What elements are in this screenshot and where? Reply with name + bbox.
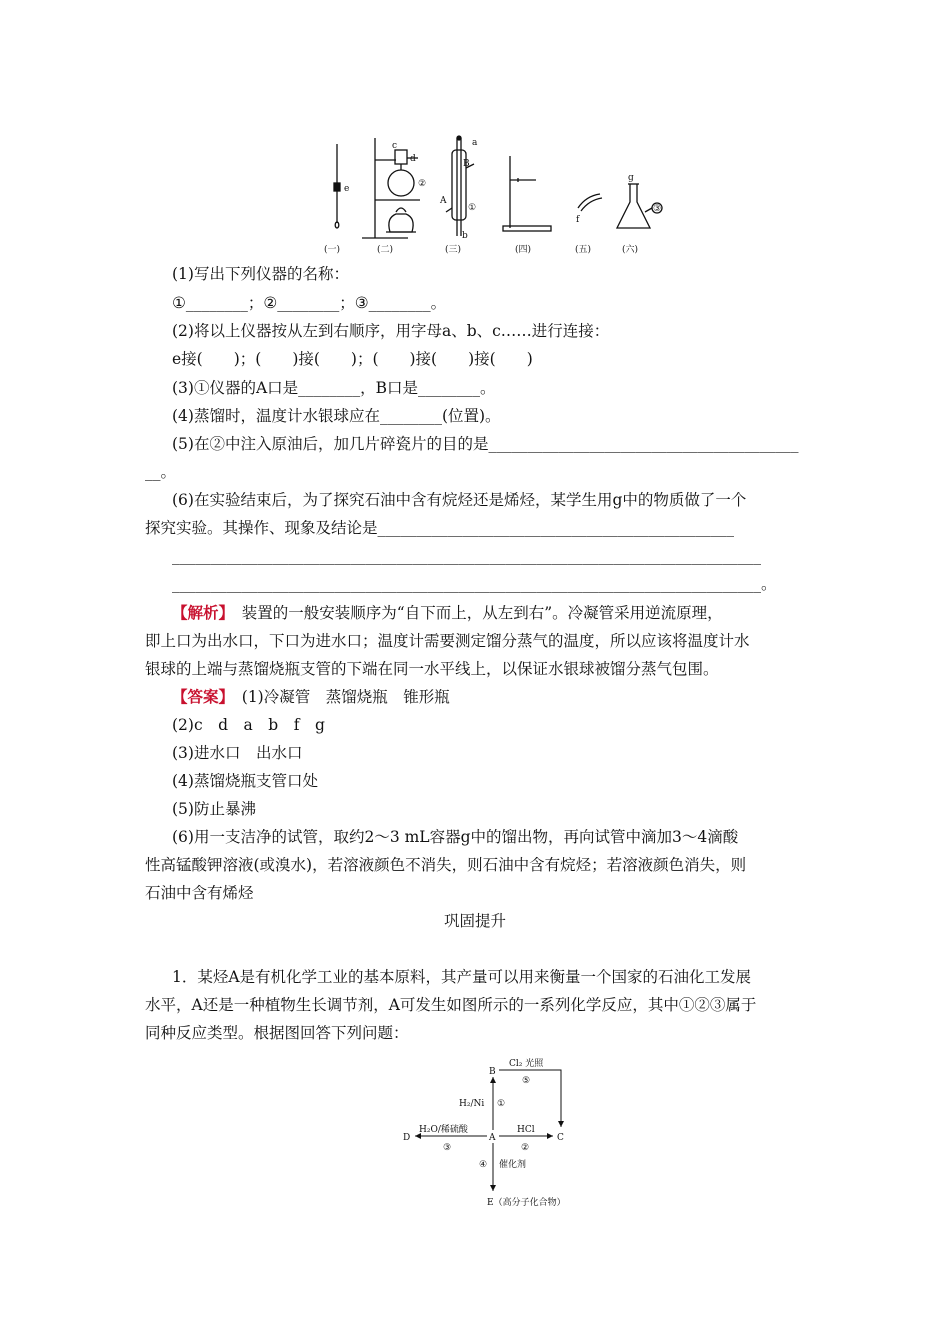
analysis-label: 【解析】 [172, 603, 227, 622]
label-d: d [410, 154, 416, 164]
reagent-3: H₂O/稀硫酸 [419, 1125, 468, 1135]
label-b: b [462, 231, 468, 241]
thermometer-drawing [334, 144, 340, 228]
condenser-drawing [446, 136, 477, 236]
caption-4: (四) [515, 245, 532, 255]
caption-6: (六) [622, 245, 639, 255]
problem1-line1: 1．某烃A是有机化学工业的基本原料，其产量可以用来衡量一个国家的石油化工发展 [172, 968, 752, 986]
node-D: D [403, 1133, 411, 1143]
node-B: B [489, 1067, 496, 1077]
answer-text1: (1)冷凝管 蒸馏烧瓶 锥形瓶 [226, 688, 450, 706]
label-e: e [344, 184, 350, 194]
node-C: C [557, 1133, 564, 1143]
analysis-line1 [172, 602, 723, 624]
label-a: a [472, 138, 478, 148]
problem1-line3: 同种反应类型。根据图回答下列问题： [145, 1024, 409, 1042]
analysis-line3: 银球的上端与蒸馏烧瓶支管的下端在同一水平线上，以保证水银球被馏分蒸气包围。 [145, 660, 719, 678]
label-circled-3: ③ [653, 204, 662, 214]
q4: (4)蒸馏时，温度计水银球应在________(位置)。 [172, 407, 501, 425]
num-5: ⑤ [522, 1076, 531, 1086]
reaction-scheme [395, 1055, 595, 1215]
num-1: ① [497, 1099, 506, 1109]
q6-line4: ____________________________________________________________________________。 [172, 575, 777, 593]
caption-2: (二) [377, 245, 394, 255]
label-g: g [628, 173, 634, 183]
answer-5: (5)防止暴沸 [172, 800, 256, 818]
q2: (2)将以上仪器按从左到右顺序，用字母a、b、c……进行连接： [172, 322, 610, 340]
answer-6-line1: (6)用一支洁净的试管，取约2～3 mL容器g中的馏出物，再向试管中滴加3～4滴酸 [172, 828, 739, 846]
problem1-line2: 水平，A还是一种植物生长调节剂，A可发生如图所示的一系列化学反应，其中①②③属于 [145, 996, 757, 1014]
reagent-1: H₂/Ni [459, 1099, 485, 1109]
apparatus-figure [300, 128, 680, 258]
num-3: ③ [443, 1143, 452, 1153]
node-E: E（高分子化合物） [487, 1198, 566, 1208]
q2-blanks: e接( )；( )接( )；( )接( )接( ) [172, 350, 533, 368]
reagent-4: 催化剂 [499, 1160, 527, 1170]
label-f: f [576, 215, 580, 225]
iron-stand-drawing [503, 156, 551, 231]
answer-6-line3: 石油中含有烯烃 [145, 884, 254, 902]
reagent-5: Cl₂ 光照 [509, 1059, 544, 1069]
caption-3: (三) [445, 245, 462, 255]
analysis-text1: 装置的一般安装顺序为“自下而上，从左到右”。冷凝管采用逆流原理， [226, 604, 723, 622]
caption-1: (一) [324, 245, 341, 255]
label-c: c [392, 141, 398, 151]
answer-6-line2: 性高锰酸钾溶液(或溴水)，若溶液颜色不消失，则石油中含有烷烃；若溶液颜色消失，则 [145, 856, 747, 874]
answer-label: 【答案】 [172, 687, 227, 706]
num-4: ④ [479, 1160, 488, 1170]
q6-line2: 探究实验。其操作、现象及结论是______________________________________________ [145, 519, 735, 537]
answer-2: (2)c d a b f g [172, 716, 325, 734]
label-circled-2: ② [418, 179, 427, 189]
q6-line3: ____________________________________________________________________________ [172, 547, 761, 565]
q5-line2: __。 [145, 463, 177, 481]
label-circled-1: ① [468, 203, 477, 213]
q1: (1)写出下列仪器的名称： [172, 265, 349, 283]
label-B: B [463, 159, 470, 169]
q6-line1: (6)在实验结束后，为了探究石油中含有烷烃还是烯烃，某学生用g中的物质做了一个 [172, 491, 747, 509]
distillation-flask-drawing [362, 138, 420, 238]
q1-blanks: ①________；②________；③________。 [172, 294, 447, 312]
label-A: A [440, 196, 447, 206]
q5-line1: (5)在②中注入原油后，加几片碎瓷片的目的是________________________________________ [172, 435, 799, 453]
num-2: ② [521, 1143, 530, 1153]
answer-4: (4)蒸馏烧瓶支管口处 [172, 772, 318, 790]
adapter-drawing [578, 194, 602, 211]
caption-5: (五) [575, 245, 592, 255]
q3: (3)①仪器的A口是________，B口是________。 [172, 379, 496, 397]
answer-line1 [172, 686, 450, 708]
section-title: 巩固提升 [443, 912, 506, 930]
reagent-2: HCl [517, 1125, 535, 1135]
node-A: A [489, 1133, 496, 1143]
answer-3: (3)进水口 出水口 [172, 744, 303, 762]
analysis-line2: 即上口为出水口，下口为进水口；温度计需要测定馏分蒸气的温度，所以应该将温度计水 [145, 632, 750, 650]
